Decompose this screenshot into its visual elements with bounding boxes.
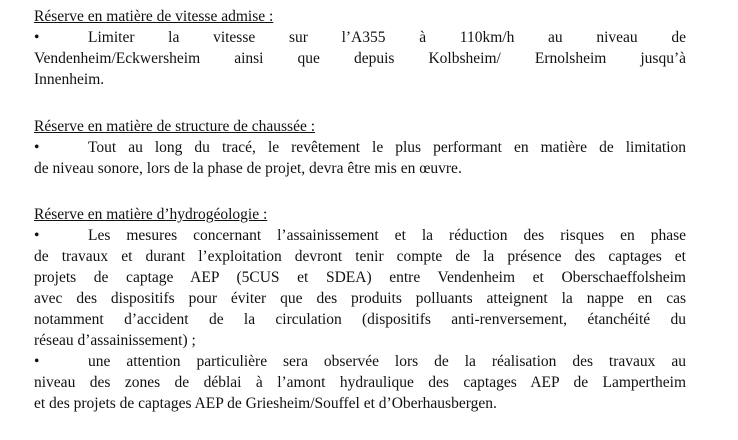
section-chaussee	[34, 117, 686, 179]
section-vitesse	[34, 7, 686, 90]
item-line: Vendenheim/Eckwersheim ainsi que depuis Kolbsheim/ Ernolsheim jusqu’à	[34, 50, 686, 67]
section-heading: Réserve en matière de structure de chaussée :	[34, 118, 316, 135]
item-first-line: Limiter la vitesse sur l’A355 à 110km/h au niveau de	[88, 29, 686, 46]
bullet-symbol: •	[34, 29, 40, 46]
bullet-symbol: •	[34, 139, 40, 156]
bullet-item	[34, 225, 686, 351]
item-first-line: une attention particulière sera observée lors de la réalisation des travaux au	[88, 353, 686, 370]
item-line: de niveau sonore, lors de la phase de projet, devra être mis en œuvre.	[34, 160, 462, 177]
item-line: avec des dispositifs pour éviter que des produits polluants atteignent la nappe en cas	[34, 290, 686, 307]
item-line: de travaux et durant l’exploitation devront tenir compte de la présence des captages et	[34, 248, 686, 265]
item-line: Innenheim.	[34, 71, 105, 88]
item-first-line: Les mesures concernant l’assainissement et la réduction des risques en phase	[88, 227, 686, 244]
section-heading: Réserve en matière de vitesse admise :	[34, 8, 274, 25]
bullet-item	[34, 27, 686, 90]
bullet-symbol: •	[34, 353, 40, 370]
bullet-item	[34, 351, 686, 414]
bullet-symbol: •	[34, 227, 40, 244]
section-hydrogeologie	[34, 205, 686, 414]
item-line: et des projets de captages AEP de Griesheim/Souffel et d’Oberhausbergen.	[34, 395, 497, 412]
item-line: projets de captage AEP (5CUS et SDEA) entre Vendenheim et Oberschaeffolsheim	[34, 269, 686, 286]
item-line: notamment d’accident de la circulation (dispositifs anti-renversement, étanchéité du	[34, 311, 686, 328]
bullet-item	[34, 137, 686, 179]
item-first-line: Tout au long du tracé, le revêtement le plus performant en matière de limitation	[88, 139, 686, 156]
item-line: niveau des zones de déblai à l’amont hydraulique des captages AEP de Lampertheim	[34, 374, 686, 391]
section-heading: Réserve en matière d’hydrogéologie :	[34, 206, 268, 223]
item-line: réseau d’assainissement) ;	[34, 332, 196, 349]
